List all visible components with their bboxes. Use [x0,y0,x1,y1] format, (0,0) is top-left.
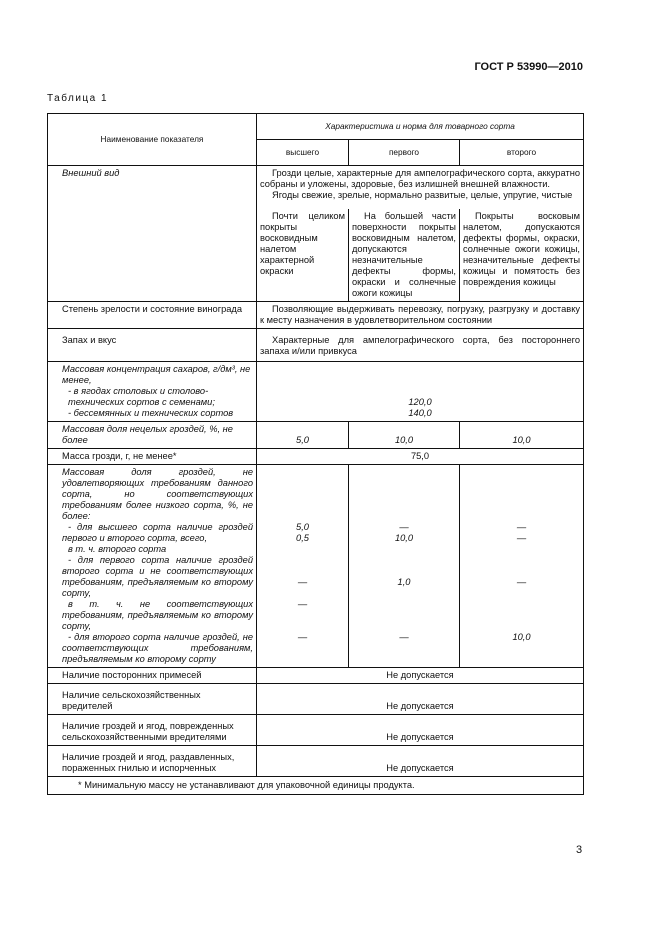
column-header-indicator: Наименование показателя [48,114,257,166]
row-label-sugar [48,362,257,422]
row-label-appearance: Внешний вид [48,166,257,302]
sugar-values [257,362,584,422]
row-label-ripeness: Степень зрелости и состояние винограда [48,302,257,329]
appearance-clusters-text: Грозди целые, характерные для ампелографического сорта, аккуратно собраны и уложены, здоровые, без излишней внешней влажности. [260,168,581,189]
grade-share-label-premium-second: в т. ч. второго сорта [68,544,167,554]
row-label-smell: Запах и вкус [48,329,257,362]
grapes-quality-table [47,113,584,795]
table-row-impurities [48,668,584,684]
grade-share-label-first-nonconforming: в т. ч. не соответствующих требованиям, предъявляемым ко второму сорту, [62,599,253,631]
row-label-crushed: Наличие гроздей и ягод, раздавленных, пораженных гнилью и испорченных [48,746,257,777]
table-footnote: * Минимальную массу не устанавливают для упаковочной единицы продукта. [48,777,584,795]
smell-value: Характерные для ампелографического сорта, без постороннего запаха и/или привкуса [257,329,584,362]
pests-value: Не допускается [257,684,584,715]
grade-share-premium-b: 0,5 [296,533,309,543]
grade-share-second-e: 10,0 [512,632,531,642]
grade-share-premium-e: — [297,632,308,642]
table-row-ripeness [48,302,584,329]
appearance-common [257,166,584,210]
grade-share-first-e: — [399,632,409,642]
grade-share-premium-d: — [297,599,308,609]
row-label-damaged: Наличие гроздей и ягод, поврежденных сельскохозяйственными вредителями [48,715,257,746]
grade-share-premium-a: 5,0 [296,522,309,532]
grade-share-first-a: — [399,522,409,532]
column-header-characteristics: Характеристика и норма для товарного сорта [257,114,584,140]
loose-first: 10,0 [349,422,460,449]
sugar-label-main: Массовая концентрация сахаров, г/дм³, не менее, [62,364,251,385]
table-row-grade-share [48,465,584,668]
sugar-label-seedless: - бессемянных и технических сортов [68,408,234,418]
appearance-premium: Почти целиком покрыты восковидным налетом характерной окраски [257,209,349,302]
table-row-appearance [48,166,584,210]
table-row-damaged [48,715,584,746]
grade-share-label-first: - для первого сорта наличие гроздей второго сорта и не соответствующих требованиям, предъявляемым ко второму сорту, [62,555,253,598]
grade-share-label-premium: - для высшего сорта наличие гроздей первого и второго сорта, всего, [62,522,253,543]
appearance-second: Покрыты восковым налетом, допускаются дефекты формы, окраски, солнечные ожоги кожицы, незначительные дефекты кожицы и помятость без повреждения кожицы [460,209,584,302]
table-row-crushed [48,746,584,777]
row-label-pests: Наличие сельскохозяйственных вредителей [48,684,257,715]
ripeness-value: Позволяющие выдерживать перевозку, погрузку, разгрузку и доставку к месту назначения в удовлетворительном состоянии [257,302,584,329]
damaged-value: Не допускается [257,715,584,746]
column-header-grade-second: второго [460,140,584,166]
table-row-cluster-mass [48,449,584,465]
grade-share-second-c: — [516,577,527,587]
grade-share-premium [257,465,349,668]
grade-share-second-b: — [516,533,527,543]
column-header-grade-first: первого [349,140,460,166]
standard-number: ГОСТ Р 53990—2010 [474,61,583,73]
crushed-value: Не допускается [257,746,584,777]
grade-share-second [460,465,584,668]
grade-share-second-a: — [516,522,527,532]
column-header-grade-premium: высшего [257,140,349,166]
sugar-label-seeded: - в ягодах столовых и столово-технических сортов с семенами; [68,386,215,407]
row-label-impurities: Наличие посторонних примесей [48,668,257,684]
table-caption: Таблица 1 [47,93,109,104]
grade-share-premium-c: — [297,577,308,587]
impurities-value: Не допускается [257,668,584,684]
sugar-value-seedless: 140,0 [408,408,432,418]
grade-share-first-c: 1,0 [397,577,411,587]
table-row-sugar [48,362,584,422]
loose-premium: 5,0 [257,422,349,449]
table-row-smell [48,329,584,362]
grade-share-first [349,465,460,668]
row-label-grade-share [48,465,257,668]
page-number: 3 [576,844,583,856]
row-label-loose-clusters: Массовая доля нецелых гроздей, %, не более [48,422,257,449]
sugar-value-seeded: 120,0 [408,397,432,407]
grade-share-label-main: Массовая доля гроздей, не удовлетворяющих требованиям данного сорта, но соответствующих требованиям более низкого сорта, %, не более: [62,467,253,521]
row-label-cluster-mass: Масса грозди, г, не менее* [48,449,257,465]
appearance-first: На большей части поверхности покрыты восковидным налетом, допускаются незначительные дефекты формы, окраски и солнечные ожоги кожицы [349,209,460,302]
appearance-berries-text: Ягоды свежие, зрелые, нормально развитые, целые, упругие, чистые [272,190,573,200]
table-row-footnote [48,777,584,795]
table-row-loose-clusters [48,422,584,449]
table-row-pests [48,684,584,715]
loose-second: 10,0 [460,422,584,449]
grade-share-first-b: 10,0 [394,533,414,543]
cluster-mass-value: 75,0 [257,449,584,465]
grade-share-label-second: - для второго сорта наличие гроздей, не соответствующих требованиям, предъявляемым ко второму сорту [62,632,253,664]
